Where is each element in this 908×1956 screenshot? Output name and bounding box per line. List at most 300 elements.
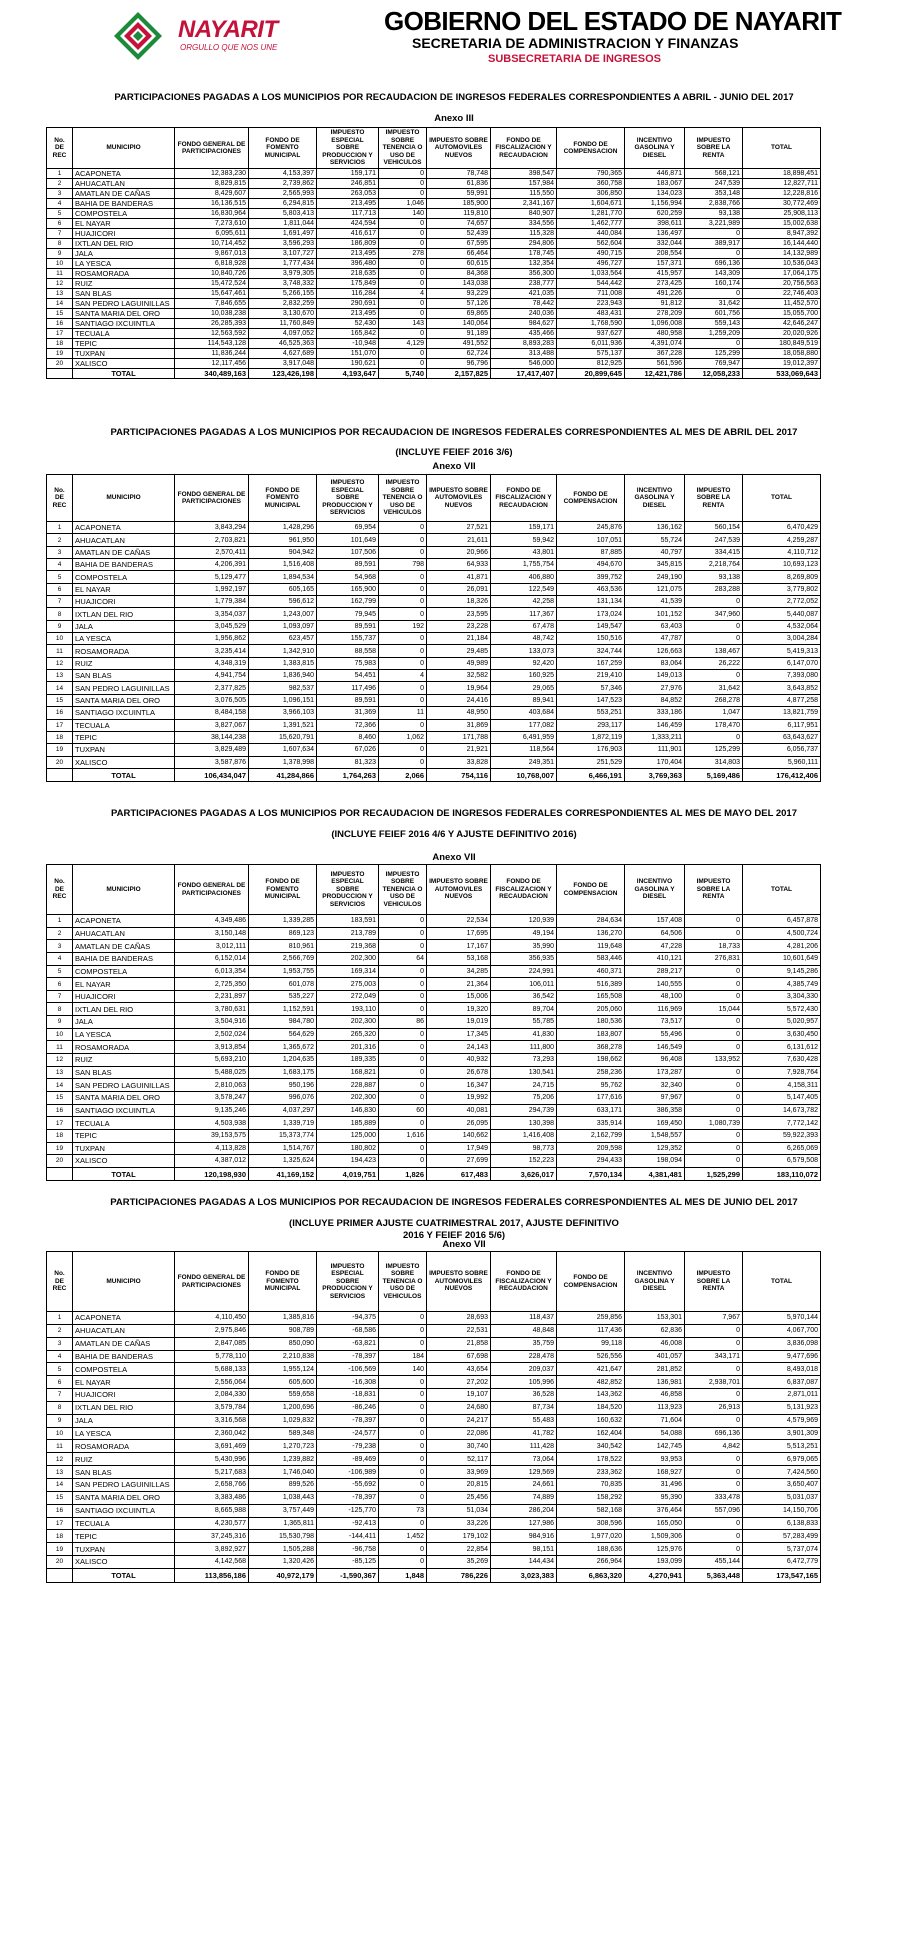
value-cell: 0 bbox=[379, 657, 427, 669]
municipio-name: SANTA MARIA DEL ORO bbox=[73, 309, 175, 319]
value-cell: 22,854 bbox=[427, 1543, 491, 1556]
value-cell: 0 bbox=[379, 259, 427, 269]
value-cell: 0 bbox=[685, 1324, 743, 1337]
value-cell: 340,542 bbox=[557, 1440, 625, 1453]
table-row bbox=[47, 608, 821, 620]
row-number: 12 bbox=[47, 1453, 73, 1466]
value-cell: 415,957 bbox=[625, 269, 685, 279]
municipio-name: XALISCO bbox=[73, 756, 175, 768]
table-row bbox=[47, 329, 821, 339]
table-row bbox=[47, 1453, 821, 1466]
value-cell: 1,956,862 bbox=[175, 633, 249, 645]
municipio-name: ACAPONETA bbox=[73, 915, 175, 928]
row-number: 9 bbox=[47, 620, 73, 632]
value-cell: 6,294,815 bbox=[249, 199, 317, 209]
row-number: 6 bbox=[47, 219, 73, 229]
value-cell: 4,877,258 bbox=[743, 694, 821, 706]
municipio-name: AHUACATLAN bbox=[73, 534, 175, 546]
value-cell: 6,117,951 bbox=[743, 719, 821, 731]
value-cell: 0 bbox=[379, 927, 427, 940]
value-cell: 483,431 bbox=[557, 309, 625, 319]
municipio-name: SAN PEDRO LAGUINILLAS bbox=[73, 299, 175, 309]
value-cell: 5,131,923 bbox=[743, 1401, 821, 1414]
value-cell: 0 bbox=[379, 1079, 427, 1092]
value-cell: 96,796 bbox=[427, 359, 491, 369]
header-row bbox=[47, 865, 821, 915]
table-row bbox=[47, 1350, 821, 1363]
value-cell: 376,464 bbox=[625, 1504, 685, 1517]
value-cell: 0 bbox=[379, 915, 427, 928]
value-cell: 190,621 bbox=[317, 359, 379, 369]
value-cell: 52,430 bbox=[317, 319, 379, 329]
value-cell: 175,849 bbox=[317, 279, 379, 289]
municipio-name: SAN PEDRO LAGUINILLAS bbox=[73, 1079, 175, 1092]
value-cell: 4 bbox=[379, 670, 427, 682]
value-cell: 4,579,969 bbox=[743, 1414, 821, 1427]
value-cell: 158,292 bbox=[557, 1491, 625, 1504]
column-header: IMPUESTO ESPECIAL SOBRE PRODUCCION Y SERVICIOS bbox=[317, 128, 379, 169]
value-cell: 564,629 bbox=[249, 1028, 317, 1041]
value-cell: 5,129,477 bbox=[175, 571, 249, 583]
column-header: MUNICIPIO bbox=[73, 475, 175, 522]
value-cell: 259,856 bbox=[557, 1312, 625, 1325]
value-cell: 49,194 bbox=[491, 927, 557, 940]
value-cell: 40,081 bbox=[427, 1104, 491, 1117]
table-row bbox=[47, 339, 821, 349]
value-cell: 0 bbox=[685, 978, 743, 991]
total-value: 183,110,072 bbox=[743, 1167, 821, 1181]
value-cell: 8,665,988 bbox=[175, 1504, 249, 1517]
section-title: PARTICIPACIONES PAGADAS A LOS MUNICIPIOS POR RECAUDACION DE INGRESOS FEDERALES CORRESPONDIENTES AL MES DE MAYO DEL 2017 bbox=[110, 808, 798, 819]
value-cell: 7,630,428 bbox=[743, 1054, 821, 1067]
value-cell: 180,849,519 bbox=[743, 339, 821, 349]
total-value: 786,226 bbox=[427, 1568, 491, 1582]
value-cell: 1,365,811 bbox=[249, 1517, 317, 1530]
row-number: 19 bbox=[47, 1142, 73, 1155]
value-cell: 6,095,611 bbox=[175, 229, 249, 239]
value-cell: 21,184 bbox=[427, 633, 491, 645]
value-cell: 5,960,111 bbox=[743, 756, 821, 768]
municipio-name: TEPIC bbox=[73, 1129, 175, 1142]
value-cell: 1,029,832 bbox=[249, 1414, 317, 1427]
municipio-name: TECUALA bbox=[73, 1517, 175, 1530]
value-cell: 3,827,067 bbox=[175, 719, 249, 731]
column-header: INCENTIVO GASOLINA Y DIESEL bbox=[625, 865, 685, 915]
value-cell: 55,496 bbox=[625, 1028, 685, 1041]
value-cell: 0 bbox=[379, 169, 427, 179]
value-cell: 6,837,087 bbox=[743, 1376, 821, 1389]
row-number: 8 bbox=[47, 608, 73, 620]
value-cell: 178,522 bbox=[557, 1453, 625, 1466]
value-cell: 4,142,568 bbox=[175, 1556, 249, 1569]
value-cell: 118,437 bbox=[491, 1312, 557, 1325]
row-number: 15 bbox=[47, 1091, 73, 1104]
value-cell: 20,756,563 bbox=[743, 279, 821, 289]
value-cell: 107,051 bbox=[557, 534, 625, 546]
value-cell: 0 bbox=[685, 1466, 743, 1479]
municipio-name: TUXPAN bbox=[73, 744, 175, 756]
value-cell: 3,913,854 bbox=[175, 1041, 249, 1054]
municipio-name: TUXPAN bbox=[73, 1142, 175, 1155]
column-header: IMPUESTO SOBRE AUTOMOVILES NUEVOS bbox=[427, 475, 491, 522]
table-row bbox=[47, 1478, 821, 1491]
column-header: IMPUESTO SOBRE AUTOMOVILES NUEVOS bbox=[427, 128, 491, 169]
value-cell: 62,836 bbox=[625, 1324, 685, 1337]
anexo-label: Anexo VII bbox=[432, 852, 476, 863]
value-cell: 41,830 bbox=[491, 1028, 557, 1041]
value-cell: 249,351 bbox=[491, 756, 557, 768]
value-cell: 8,493,018 bbox=[743, 1363, 821, 1376]
value-cell: 143,309 bbox=[685, 269, 743, 279]
value-cell: 184,520 bbox=[557, 1401, 625, 1414]
table-row bbox=[47, 1104, 821, 1117]
value-cell: 281,852 bbox=[625, 1363, 685, 1376]
value-cell: 2,084,330 bbox=[175, 1389, 249, 1402]
value-cell: 0 bbox=[379, 682, 427, 694]
total-blank bbox=[47, 1167, 73, 1181]
value-cell: 2,847,085 bbox=[175, 1337, 249, 1350]
value-cell: 3,843,294 bbox=[175, 522, 249, 534]
column-header: FONDO DE FISCALIZACION Y RECAUDACION bbox=[491, 128, 557, 169]
value-cell: 136,497 bbox=[625, 229, 685, 239]
row-number: 15 bbox=[47, 1491, 73, 1504]
value-cell: 31,642 bbox=[685, 682, 743, 694]
value-cell: 35,759 bbox=[491, 1337, 557, 1350]
value-cell: 165,508 bbox=[557, 990, 625, 1003]
value-cell: 0 bbox=[379, 1091, 427, 1104]
column-header: MUNICIPIO bbox=[73, 128, 175, 169]
value-cell: 160,632 bbox=[557, 1414, 625, 1427]
municipio-name: ROSAMORADA bbox=[73, 1440, 175, 1453]
row-number: 14 bbox=[47, 1478, 73, 1491]
table-row bbox=[47, 596, 821, 608]
value-cell: 4,842 bbox=[685, 1440, 743, 1453]
table-row bbox=[47, 1079, 821, 1092]
value-cell: 4,113,828 bbox=[175, 1142, 249, 1155]
table-row bbox=[47, 1003, 821, 1016]
header-row bbox=[47, 475, 821, 522]
value-cell: 3,504,916 bbox=[175, 1016, 249, 1029]
value-cell: 546,000 bbox=[491, 359, 557, 369]
value-cell: 1,505,288 bbox=[249, 1543, 317, 1556]
value-cell: 286,204 bbox=[491, 1504, 557, 1517]
value-cell: -85,125 bbox=[317, 1556, 379, 1569]
table-row bbox=[47, 1376, 821, 1389]
value-cell: 15,647,461 bbox=[175, 289, 249, 299]
value-cell: 6,979,065 bbox=[743, 1453, 821, 1466]
value-cell: 7,273,610 bbox=[175, 219, 249, 229]
section-subtitle: (INCLUYE FEIEF 2016 4/6 Y AJUSTE DEFINITIVO 2016) bbox=[331, 829, 577, 840]
value-cell: 146,830 bbox=[317, 1104, 379, 1117]
total-value: 5,740 bbox=[379, 369, 427, 379]
total-label: TOTAL bbox=[73, 768, 175, 781]
row-number: 3 bbox=[47, 189, 73, 199]
total-value: 106,434,047 bbox=[175, 768, 249, 781]
total-value: 6,863,320 bbox=[557, 1568, 625, 1582]
table-row bbox=[47, 319, 821, 329]
value-cell: 0 bbox=[685, 1079, 743, 1092]
value-cell: 111,428 bbox=[491, 1440, 557, 1453]
value-cell: 553,251 bbox=[557, 707, 625, 719]
total-value: 41,284,866 bbox=[249, 768, 317, 781]
value-cell: 40,797 bbox=[625, 546, 685, 558]
value-cell: 2,570,411 bbox=[175, 546, 249, 558]
value-cell: 64 bbox=[379, 952, 427, 965]
value-cell: 0 bbox=[379, 1028, 427, 1041]
value-cell: 93,138 bbox=[685, 571, 743, 583]
value-cell: 421,035 bbox=[491, 289, 557, 299]
value-cell: 6,472,779 bbox=[743, 1556, 821, 1569]
row-number: 18 bbox=[47, 1129, 73, 1142]
anexo-label: Anexo VII bbox=[432, 461, 476, 472]
value-cell: 0 bbox=[379, 571, 427, 583]
value-cell: 1,391,521 bbox=[249, 719, 317, 731]
value-cell: 105,996 bbox=[491, 1376, 557, 1389]
value-cell: 557,096 bbox=[685, 1504, 743, 1517]
municipio-name: TUXPAN bbox=[73, 349, 175, 359]
value-cell: 91,812 bbox=[625, 299, 685, 309]
value-cell: 143 bbox=[379, 319, 427, 329]
value-cell: 12,228,816 bbox=[743, 189, 821, 199]
column-header: IMPUESTO SOBRE AUTOMOVILES NUEVOS bbox=[427, 865, 491, 915]
value-cell: 0 bbox=[379, 309, 427, 319]
value-cell: 20,815 bbox=[427, 1478, 491, 1491]
value-cell: 219,410 bbox=[557, 670, 625, 682]
value-cell: 4,110,450 bbox=[175, 1312, 249, 1325]
column-header: FONDO DE FOMENTO MUNICIPAL bbox=[249, 475, 317, 522]
table-row bbox=[47, 915, 821, 928]
value-cell: 157,408 bbox=[625, 915, 685, 928]
value-cell: 398,611 bbox=[625, 219, 685, 229]
value-cell: 3,829,489 bbox=[175, 744, 249, 756]
value-cell: 1,385,816 bbox=[249, 1312, 317, 1325]
value-cell: 0 bbox=[379, 978, 427, 991]
value-cell: 167,259 bbox=[557, 657, 625, 669]
row-number: 1 bbox=[47, 522, 73, 534]
column-header: FONDO DE COMPENSACION bbox=[557, 1252, 625, 1312]
value-cell: 840,907 bbox=[491, 209, 557, 219]
value-cell: 151,070 bbox=[317, 349, 379, 359]
value-cell: 157,984 bbox=[491, 179, 557, 189]
row-number: 3 bbox=[47, 1337, 73, 1350]
value-cell: 33,969 bbox=[427, 1466, 491, 1479]
value-cell: 356,935 bbox=[491, 952, 557, 965]
value-cell: -10,948 bbox=[317, 339, 379, 349]
value-cell: 9,477,696 bbox=[743, 1350, 821, 1363]
value-cell: 133,952 bbox=[685, 1054, 743, 1067]
value-cell: 561,596 bbox=[625, 359, 685, 369]
value-cell: 198,662 bbox=[557, 1054, 625, 1067]
table-row bbox=[47, 249, 821, 259]
value-cell: 568,121 bbox=[685, 169, 743, 179]
municipio-name: SAN BLAS bbox=[73, 289, 175, 299]
value-cell: 52,439 bbox=[427, 229, 491, 239]
municipio-name: RUIZ bbox=[73, 279, 175, 289]
row-number: 16 bbox=[47, 319, 73, 329]
value-cell: 35,269 bbox=[427, 1556, 491, 1569]
table-row bbox=[47, 1337, 821, 1350]
total-value: 123,426,198 bbox=[249, 369, 317, 379]
total-value: 113,856,186 bbox=[175, 1568, 249, 1582]
total-blank bbox=[47, 768, 73, 781]
value-cell: 869,123 bbox=[249, 927, 317, 940]
value-cell: 5,688,133 bbox=[175, 1363, 249, 1376]
value-cell: 111,800 bbox=[491, 1041, 557, 1054]
value-cell: 1,378,998 bbox=[249, 756, 317, 768]
value-cell: 1,339,285 bbox=[249, 915, 317, 928]
value-cell: 1,955,124 bbox=[249, 1363, 317, 1376]
value-cell: 15,006 bbox=[427, 990, 491, 1003]
column-header: TOTAL bbox=[743, 128, 821, 169]
value-cell: 1,811,044 bbox=[249, 219, 317, 229]
value-cell: 0 bbox=[685, 1155, 743, 1168]
value-cell: 1,416,408 bbox=[491, 1129, 557, 1142]
value-cell: 38,144,238 bbox=[175, 731, 249, 743]
value-cell: 51,034 bbox=[427, 1504, 491, 1517]
value-cell: 396,480 bbox=[317, 259, 379, 269]
value-cell: 30,740 bbox=[427, 1440, 491, 1453]
value-cell: 812,925 bbox=[557, 359, 625, 369]
value-cell: 78,748 bbox=[427, 169, 491, 179]
value-cell: 1,836,940 bbox=[249, 670, 317, 682]
value-cell: 16,144,440 bbox=[743, 239, 821, 249]
total-value: 2,157,825 bbox=[427, 369, 491, 379]
value-cell: 0 bbox=[685, 1363, 743, 1376]
value-cell: 0 bbox=[379, 1427, 427, 1440]
value-cell: -125,770 bbox=[317, 1504, 379, 1517]
value-cell: 535,227 bbox=[249, 990, 317, 1003]
value-cell: 2,975,846 bbox=[175, 1324, 249, 1337]
value-cell: 3,587,876 bbox=[175, 756, 249, 768]
municipio-name: IXTLAN DEL RIO bbox=[73, 239, 175, 249]
total-value: 120,198,930 bbox=[175, 1167, 249, 1181]
value-cell: 165,842 bbox=[317, 329, 379, 339]
value-cell: 5,803,413 bbox=[249, 209, 317, 219]
value-cell: -106,989 bbox=[317, 1466, 379, 1479]
total-blank bbox=[47, 1568, 73, 1582]
value-cell: 1,428,296 bbox=[249, 522, 317, 534]
section-subtitle-line2: 2016 Y FEIEF 2016 5/6) bbox=[402, 1230, 506, 1241]
municipio-name: SANTIAGO IXCUINTLA bbox=[73, 1104, 175, 1117]
page-header bbox=[0, 0, 908, 85]
value-cell: 790,365 bbox=[557, 169, 625, 179]
value-cell: 0 bbox=[379, 329, 427, 339]
value-cell: 89,704 bbox=[491, 1003, 557, 1016]
value-cell: 118,564 bbox=[491, 744, 557, 756]
value-cell: 416,617 bbox=[317, 229, 379, 239]
value-cell: 6,056,737 bbox=[743, 744, 821, 756]
column-header: MUNICIPIO bbox=[73, 1252, 175, 1312]
row-number: 11 bbox=[47, 645, 73, 657]
table-row bbox=[47, 169, 821, 179]
value-cell: 27,976 bbox=[625, 682, 685, 694]
value-cell: 0 bbox=[685, 1016, 743, 1029]
value-cell: 251,529 bbox=[557, 756, 625, 768]
value-cell: 1,462,777 bbox=[557, 219, 625, 229]
row-number: 19 bbox=[47, 1543, 73, 1556]
value-cell: 343,171 bbox=[685, 1350, 743, 1363]
value-cell: 2,377,825 bbox=[175, 682, 249, 694]
value-cell: 57,346 bbox=[557, 682, 625, 694]
value-cell: 3,892,927 bbox=[175, 1543, 249, 1556]
value-cell: 18,733 bbox=[685, 940, 743, 953]
value-cell: 66,464 bbox=[427, 249, 491, 259]
value-cell: 560,154 bbox=[685, 522, 743, 534]
value-cell: 61,836 bbox=[427, 179, 491, 189]
total-value: 176,412,406 bbox=[743, 768, 821, 781]
municipio-name: ROSAMORADA bbox=[73, 645, 175, 657]
table-row bbox=[47, 731, 821, 743]
value-cell: 1,200,696 bbox=[249, 1401, 317, 1414]
table-row bbox=[47, 1556, 821, 1569]
value-cell: 125,000 bbox=[317, 1129, 379, 1142]
value-cell: 129,352 bbox=[625, 1142, 685, 1155]
table-row bbox=[47, 1491, 821, 1504]
municipio-name: SANTA MARIA DEL ORO bbox=[73, 1491, 175, 1504]
table-row bbox=[47, 1389, 821, 1402]
column-header: FONDO DE COMPENSACION bbox=[557, 128, 625, 169]
value-cell: 1,270,723 bbox=[249, 1440, 317, 1453]
value-cell: 152,223 bbox=[491, 1155, 557, 1168]
value-cell: 107,506 bbox=[317, 546, 379, 558]
value-cell: 491,552 bbox=[427, 339, 491, 349]
participaciones-table bbox=[46, 127, 821, 379]
total-value: 10,768,007 bbox=[491, 768, 557, 781]
value-cell: 769,947 bbox=[685, 359, 743, 369]
value-cell: 398,547 bbox=[491, 169, 557, 179]
row-number: 17 bbox=[47, 719, 73, 731]
municipio-name: COMPOSTELA bbox=[73, 1363, 175, 1376]
value-cell: 4,206,391 bbox=[175, 559, 249, 571]
value-cell: 0 bbox=[379, 596, 427, 608]
value-cell: 1,156,994 bbox=[625, 199, 685, 209]
value-cell: 0 bbox=[379, 1041, 427, 1054]
total-value: 7,570,134 bbox=[557, 1167, 625, 1181]
value-cell: 28,693 bbox=[427, 1312, 491, 1325]
value-cell: 1,872,119 bbox=[557, 731, 625, 743]
table-row bbox=[47, 199, 821, 209]
total-label: TOTAL bbox=[73, 1568, 175, 1582]
participaciones-table bbox=[46, 474, 821, 782]
row-number: 10 bbox=[47, 1427, 73, 1440]
value-cell: 134,023 bbox=[625, 189, 685, 199]
value-cell: 334,415 bbox=[685, 546, 743, 558]
value-cell: 2,360,042 bbox=[175, 1427, 249, 1440]
value-cell: 293,117 bbox=[557, 719, 625, 731]
table-row bbox=[47, 349, 821, 359]
value-cell: 4,129 bbox=[379, 339, 427, 349]
value-cell: 0 bbox=[379, 645, 427, 657]
value-cell: 496,727 bbox=[557, 259, 625, 269]
municipio-name: XALISCO bbox=[73, 359, 175, 369]
value-cell: 0 bbox=[685, 229, 743, 239]
value-cell: -16,308 bbox=[317, 1376, 379, 1389]
value-cell: 3,316,568 bbox=[175, 1414, 249, 1427]
value-cell: -78,397 bbox=[317, 1350, 379, 1363]
municipio-name: SANTIAGO IXCUINTLA bbox=[73, 1504, 175, 1517]
value-cell: 273,425 bbox=[625, 279, 685, 289]
value-cell: 63,643,627 bbox=[743, 731, 821, 743]
column-header: TOTAL bbox=[743, 865, 821, 915]
table-row bbox=[47, 309, 821, 319]
value-cell: 93,229 bbox=[427, 289, 491, 299]
value-cell: 275,003 bbox=[317, 978, 379, 991]
value-cell: 31,496 bbox=[625, 1478, 685, 1491]
value-cell: 696,136 bbox=[685, 1427, 743, 1440]
section-title: PARTICIPACIONES PAGADAS A LOS MUNICIPIOS POR RECAUDACION DE INGRESOS FEDERALES CORRESPONDIENTES AL MES DE ABRIL DEL 2017 bbox=[110, 427, 798, 438]
value-cell: 494,670 bbox=[557, 559, 625, 571]
value-cell: 0 bbox=[379, 608, 427, 620]
